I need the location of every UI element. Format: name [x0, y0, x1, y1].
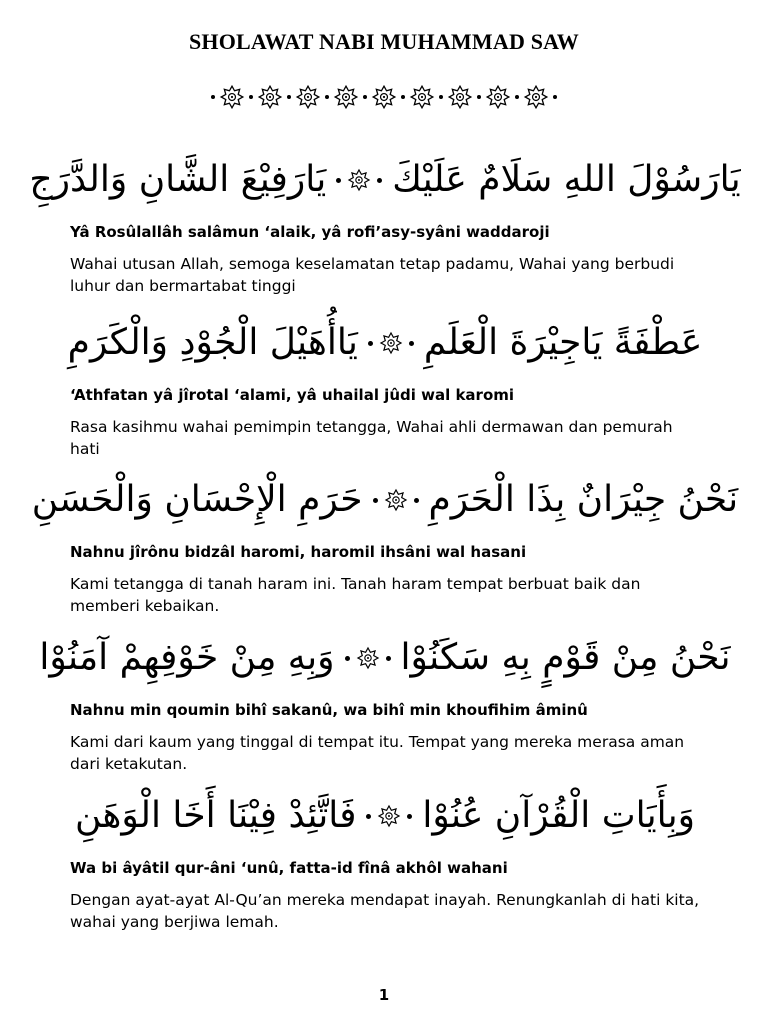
translation: Dengan ayat-ayat Al-Qu’an mereka mendapat inayah. Renungkanlah di hati kita, wahai yang berjiwa lemah.: [70, 891, 700, 931]
transliteration: ‘Athfatan yâ jîrotal ‘alami, yâ uhailal jûdi wal karomi: [70, 386, 515, 404]
transliteration: Nahnu min qoumin bihî sakanû, wa bihî min khoufihim âminû: [70, 701, 588, 719]
arabic-second-hemistich: وَبِهِ مِنْ خَوْفِهِمْ آمَنُوْا: [39, 637, 335, 678]
ornament-dot: [553, 95, 557, 99]
ornament-dot: [287, 95, 291, 99]
rosette-icon: [379, 331, 403, 355]
rosette-icon: [409, 84, 435, 110]
arabic-line: [39, 628, 731, 688]
ornament-dot: [477, 95, 481, 99]
arabic-first-hemistich: عَطْفَةً يَاجِيْرَةَ الْعَلَمِ: [423, 322, 703, 363]
verse-4: [39, 628, 731, 775]
verse-separator: [336, 168, 382, 192]
rosette-icon: [377, 804, 401, 828]
arabic-second-hemistich: يَارَفِيْعَ الشَّانِ وَالدَّرَجِ: [29, 159, 327, 200]
verse-2: [67, 313, 703, 460]
separator-dot: [373, 498, 378, 503]
translation: Kami dari kaum yang tinggal di tempat itu. Tempat yang mereka merasa aman dari ketakutan.: [70, 733, 685, 773]
translation: Rasa kasihmu wahai pemimpin tetangga, Wahai ahli dermawan dan pemurah hati: [70, 418, 673, 458]
separator-dot: [386, 656, 391, 661]
arabic-second-hemistich: فَاتَّئِدْ فِيْنَا أَخَا الْوَهَنِ: [75, 795, 357, 836]
translation: Wahai utusan Allah, semoga keselamatan tetap padamu, Wahai yang berbudi luhur dan bermartabat tinggi: [70, 255, 675, 295]
rosette-icon: [384, 488, 408, 512]
verse-5: [70, 786, 700, 933]
separator-dot: [345, 656, 350, 661]
separator-dot: [366, 814, 371, 819]
arabic-line: [29, 150, 741, 210]
translation: Kami tetangga di tanah haram ini. Tanah haram tempat berbuat baik dan memberi kebaikan.: [70, 575, 641, 615]
ornament-divider: [0, 82, 768, 112]
arabic-first-hemistich: يَارَسُوْلَ اللهِ سَلَامٌ عَلَيْكَ: [392, 159, 741, 200]
verse-separator: [366, 804, 412, 828]
arabic-second-hemistich: يَاأُهَيْلَ الْجُوْدِ وَالْكَرَمِ: [67, 322, 358, 363]
rosette-icon: [295, 84, 321, 110]
ornament-dot: [211, 95, 215, 99]
rosette-icon: [447, 84, 473, 110]
separator-dot: [409, 341, 414, 346]
page-title: SHOLAWAT NABI MUHAMMAD SAW: [188, 29, 580, 54]
verse-3: [31, 470, 739, 617]
separator-dot: [377, 178, 382, 183]
rosette-icon: [333, 84, 359, 110]
rosette-icon: [371, 84, 397, 110]
rosette-icon: [257, 84, 283, 110]
ornament-dot: [439, 95, 443, 99]
ornament-dot: [401, 95, 405, 99]
separator-dot: [414, 498, 419, 503]
arabic-line: [70, 786, 700, 846]
transliteration: Nahnu jîrônu bidzâl haromi, haromil ihsâni wal hasani: [70, 543, 527, 561]
separator-dot: [336, 178, 341, 183]
arabic-first-hemistich: نَحْنُ جِيْرَانٌ بِذَا الْحَرَمِ: [428, 479, 739, 520]
arabic-second-hemistich: حَرَمِ الْإِحْسَانِ وَالْحَسَنِ: [31, 479, 363, 520]
verse-separator: [368, 331, 414, 355]
ornament-dot: [363, 95, 367, 99]
rosette-icon: [347, 168, 371, 192]
arabic-line: [67, 313, 703, 373]
rosette-icon: [219, 84, 245, 110]
arabic-line: [31, 470, 739, 530]
rosette-icon: [485, 84, 511, 110]
verse-1: [29, 150, 741, 297]
separator-dot: [407, 814, 412, 819]
rosette-icon: [523, 84, 549, 110]
verse-separator: [345, 646, 391, 670]
transliteration: Wa bi âyâtil qur-âni ‘unû, fatta-id fînâ akhôl wahani: [70, 859, 508, 877]
transliteration: Yâ Rosûlallâh salâmun ‘alaik, yâ rofi’asy-syâni waddaroji: [70, 223, 550, 241]
ornament-dot: [325, 95, 329, 99]
ornament-dot: [515, 95, 519, 99]
page-number: 1: [378, 986, 390, 1004]
separator-dot: [368, 341, 373, 346]
verse-separator: [373, 488, 419, 512]
arabic-first-hemistich: نَحْنُ مِنْ قَوْمٍ بِهِ سَكَنُوْا: [400, 637, 731, 678]
rosette-icon: [356, 646, 380, 670]
arabic-first-hemistich: وَبِأَيَاتِ الْقُرْآنِ عُنُوْا: [422, 795, 695, 836]
ornament-dot: [249, 95, 253, 99]
